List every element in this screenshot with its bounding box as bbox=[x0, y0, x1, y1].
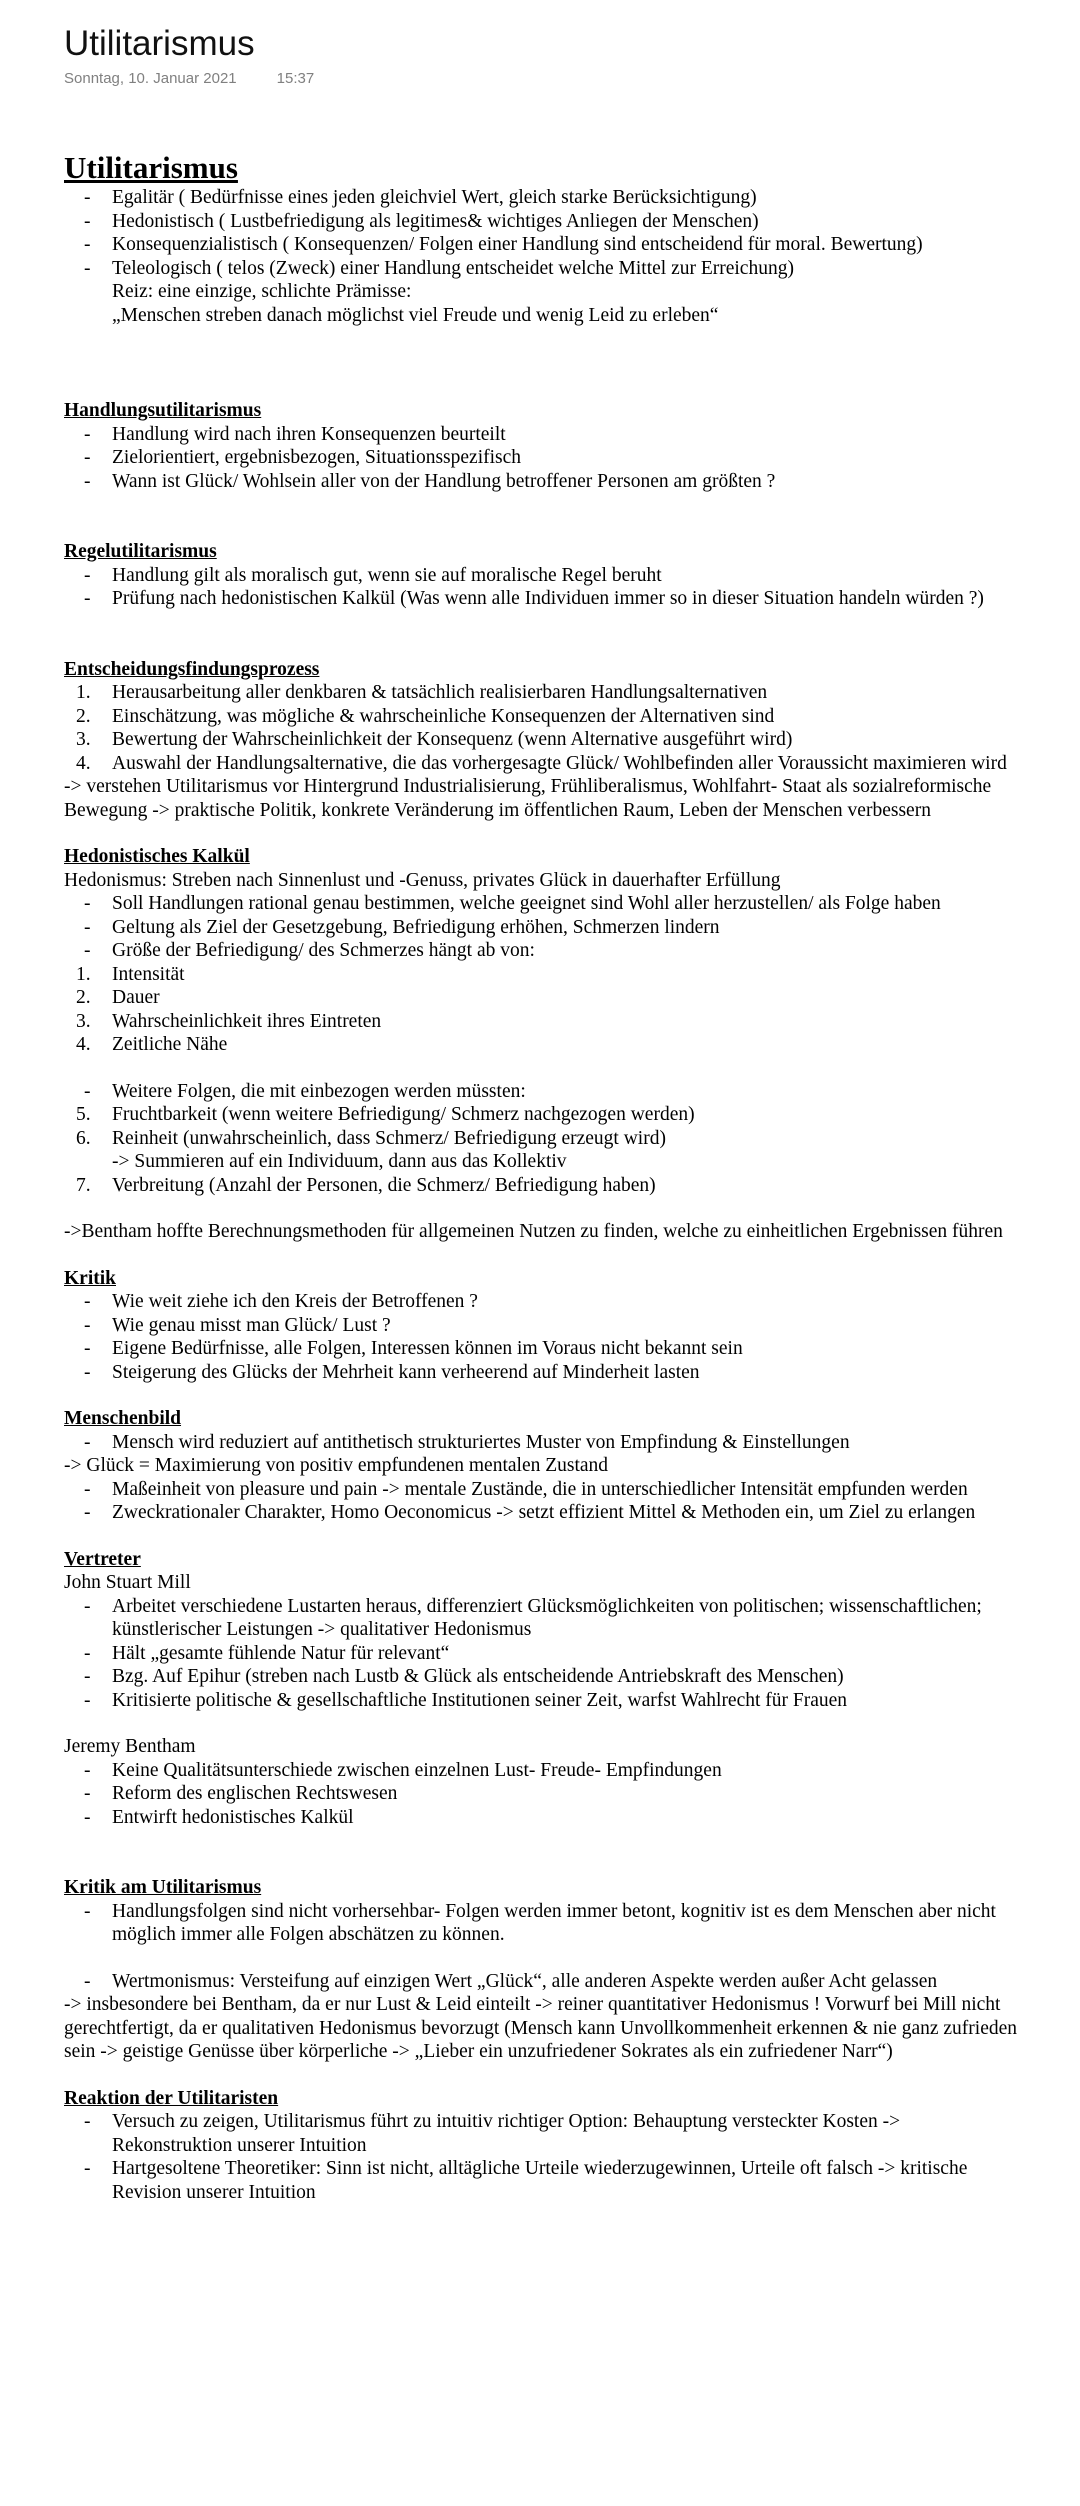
list-item: - Konsequenzialistisch ( Konsequenzen/ Folgen einer Handlung sind entscheidend für moral. Bewertung) bbox=[84, 234, 923, 255]
list-item: 1. Intensität bbox=[76, 963, 185, 985]
list-item: - Größe der Befriedigung/ des Schmerzes hängt ab von: bbox=[84, 940, 535, 961]
section-heading-kritik-am-utilitarismus: Kritik am Utilitarismus bbox=[64, 1877, 262, 1898]
list-item: 5. Fruchtbarkeit (wenn weitere Befriedigung/ Schmerz nachgezogen werden) bbox=[76, 1104, 695, 1125]
list-item-continuation: -> Summieren auf ein Individuum, dann aus das Kollektiv bbox=[112, 1151, 567, 1172]
list-item: - Eigene Bedürfnisse, alle Folgen, Interessen können im Voraus nicht bekannt sein bbox=[84, 1338, 743, 1359]
menschenbild-note: -> Glück = Maximierung von positiv empfundenen mentalen Zustand bbox=[64, 1455, 609, 1476]
list-item: 3. Wahrscheinlichkeit ihres Eintreten bbox=[76, 1010, 382, 1032]
list-item: - Mensch wird reduziert auf antithetisch strukturiertes Muster von Empfindung & Einstellungen bbox=[84, 1431, 850, 1453]
list-item: - Wie weit ziehe ich den Kreis der Betroffenen ? bbox=[84, 1291, 478, 1312]
list-item: - Handlung wird nach ihren Konsequenzen beurteilt bbox=[84, 423, 506, 445]
page-date: Sonntag, 10. Januar 2021 bbox=[64, 70, 237, 87]
list-item: - Hält „gesamte fühlende Natur für relevant“ bbox=[84, 1642, 450, 1664]
section-heading-entscheidungsfindungsprozess: Entscheidungsfindungsprozess bbox=[64, 658, 320, 680]
list-item: - Bzg. Auf Epihur (streben nach Lustb & Glück als entscheidende Antriebskraft des Menschen) bbox=[84, 1666, 844, 1687]
list-item: - Soll Handlungen rational genau bestimmen, welche geeignet sind Wohl aller herzustellen/ als Folge haben bbox=[84, 893, 941, 914]
list-item: 2. Dauer bbox=[76, 987, 160, 1008]
list-item: - Hartgesoltene Theoretiker: Sinn ist nicht, alltägliche Urteile wiederzugewinnen, Urteile oft falsch -> kritische Revision unserer Intuition bbox=[84, 2158, 968, 2203]
kalkuel-intro: Hedonismus: Streben nach Sinnenlust und -Genuss, privates Glück in dauerhafter Erfüllung bbox=[64, 869, 781, 891]
document-body[interactable] bbox=[64, 150, 1024, 2204]
main-heading: Utilitarismus bbox=[64, 150, 238, 185]
page-title: Utilitarismus bbox=[64, 24, 255, 63]
list-item: - Arbeitet verschiedene Lustarten heraus, differenziert Glücksmöglichkeiten von politischen; wissenschaftlichen; künstlerischer Leistungen -> qualitativer Hedonismus bbox=[84, 1595, 982, 1640]
list-item: 7. Verbreitung (Anzahl der Personen, die Schmerz/ Befriedigung haben) bbox=[76, 1174, 656, 1196]
list-item: 1. Herausarbeitung aller denkbaren & tatsächlich realisierbaren Handlungsalternativen bbox=[76, 682, 768, 703]
list-item: 3. Bewertung der Wahrscheinlichkeit der Konsequenz (wenn Alternative ausgeführt wird) bbox=[76, 729, 793, 750]
list-item: - Wie genau misst man Glück/ Lust ? bbox=[84, 1314, 391, 1336]
list-item: - Handlung gilt als moralisch gut, wenn sie auf moralische Regel beruht bbox=[84, 564, 662, 586]
section-heading-handlungsutilitarismus: Handlungsutilitarismus bbox=[64, 400, 262, 421]
section-heading-vertreter: Vertreter bbox=[64, 1548, 141, 1570]
kritik-am-note: -> insbesondere bei Bentham, da er nur Lust & Leid einteilt -> reiner quantitativer Hedonismus ! Vorwurf bei Mill nicht gerechtfertigt, da er qualitativen Hedonismus bevorzugt (Mensch kann Unvollkommenheit erkennen & nie ganz zufrieden sein -> geistige Genüsse über körperliche -> „Lieber ein unzufriedener Sokrates als ein zufriedener Narr“) bbox=[64, 1994, 1018, 2062]
page-time: 15:37 bbox=[276, 70, 315, 87]
list-item: - Wertmonismus: Versteifung auf einzigen Wert „Glück“, alle anderen Aspekte werden außer Acht gelassen bbox=[84, 1970, 938, 1992]
list-item: - Keine Qualitätsunterschiede zwischen einzelnen Lust- Freude- Empfindungen bbox=[84, 1759, 722, 1781]
list-item: - Teleologisch ( telos (Zweck) einer Handlung entscheidet welche Mittel zur Erreichung) bbox=[84, 257, 794, 279]
reiz-line: Reiz: eine einzige, schlichte Prämisse: bbox=[112, 281, 412, 302]
list-item: - Reform des englischen Rechtswesen bbox=[84, 1783, 398, 1804]
list-item: - Egalitär ( Bedürfnisse eines jeden gleichviel Wert, gleich starke Berücksichtigung) bbox=[84, 187, 757, 208]
list-item: - Handlungsfolgen sind nicht vorhersehbar- Folgen werden immer betont, kognitiv ist es dem Menschen aber nicht möglich immer alle Folgen abschätzen zu können. bbox=[84, 1900, 996, 1945]
list-item: - Hedonistisch ( Lustbefriedigung als legitimes& wichtiges Anliegen der Menschen) bbox=[84, 210, 759, 232]
list-item: - Weitere Folgen, die mit einbezogen werden müssten: bbox=[84, 1080, 526, 1102]
list-item: 4. Zeitliche Nähe bbox=[76, 1034, 228, 1055]
list-item: - Zielorientiert, ergebnisbezogen, Situationsspezifisch bbox=[84, 447, 522, 468]
list-item: - Steigerung des Glücks der Mehrheit kann verheerend auf Minderheit lasten bbox=[84, 1361, 700, 1383]
list-item: - Versuch zu zeigen, Utilitarismus führt zu intuitiv richtiger Option: Behauptung versteckter Kosten -> Rekonstruktion unserer Intuition bbox=[84, 2111, 901, 2156]
section-heading-menschenbild: Menschenbild bbox=[64, 1408, 182, 1429]
list-item: 4. Auswahl der Handlungsalternative, die das vorhergesagte Glück/ Wohlbefinden aller Voraussicht maximieren wird bbox=[76, 752, 1007, 774]
section-heading-regelutilitarismus: Regelutilitarismus bbox=[64, 541, 217, 562]
list-item: 6. Reinheit (unwahrscheinlich, dass Schmerz/ Befriedigung erzeugt wird) bbox=[76, 1127, 666, 1149]
list-item: - Kritisierte politische & gesellschaftliche Institutionen seiner Zeit, warfst Wahlrecht für Frauen bbox=[84, 1689, 848, 1711]
list-item: - Zweckrationaler Charakter, Homo Oeconomicus -> setzt effizient Mittel & Methoden ein, um Ziel zu erlangen bbox=[84, 1502, 976, 1523]
list-item: - Prüfung nach hedonistischen Kalkül (Was wenn alle Individuen immer so in dieser Situation handeln würden ?) bbox=[84, 588, 984, 609]
prozess-note: -> verstehen Utilitarismus vor Hintergrund Industrialisierung, Frühliberalismus, Wohlfahrt- Staat als sozialreformische Bewegung -> praktische Politik, konkrete Veränderung im öffentlichen Raum, Leben der Menschen verbessern bbox=[64, 776, 992, 821]
list-item: 2. Einschätzung, was mögliche & wahrscheinliche Konsequenzen der Alternativen sind bbox=[76, 705, 775, 727]
reiz-quote: „Menschen streben danach möglichst viel Freude und wenig Leid zu erleben“ bbox=[112, 304, 719, 326]
list-item: - Maßeinheit von pleasure und pain -> mentale Zustände, die in unterschiedlicher Intensität empfunden werden bbox=[84, 1478, 968, 1500]
section-heading-reaktion: Reaktion der Utilitaristen bbox=[64, 2087, 279, 2109]
section-heading-hedonistisches-kalkuel: Hedonistisches Kalkül bbox=[64, 846, 250, 867]
person-name-bentham: Jeremy Bentham bbox=[64, 1736, 196, 1757]
kalkuel-note: ->Bentham hoffte Berechnungsmethoden für allgemeinen Nutzen zu finden, welche zu einheitlichen Ergebnissen führen bbox=[64, 1221, 1003, 1242]
person-name-mill: John Stuart Mill bbox=[64, 1572, 191, 1593]
section-heading-kritik: Kritik bbox=[64, 1267, 116, 1289]
page-meta bbox=[64, 70, 314, 87]
list-item: - Entwirft hedonistisches Kalkül bbox=[84, 1806, 354, 1828]
list-item: - Geltung als Ziel der Gesetzgebung, Befriedigung erhöhen, Schmerzen lindern bbox=[84, 916, 720, 938]
list-item: - Wann ist Glück/ Wohlsein aller von der Handlung betroffener Personen am größten ? bbox=[84, 470, 776, 492]
